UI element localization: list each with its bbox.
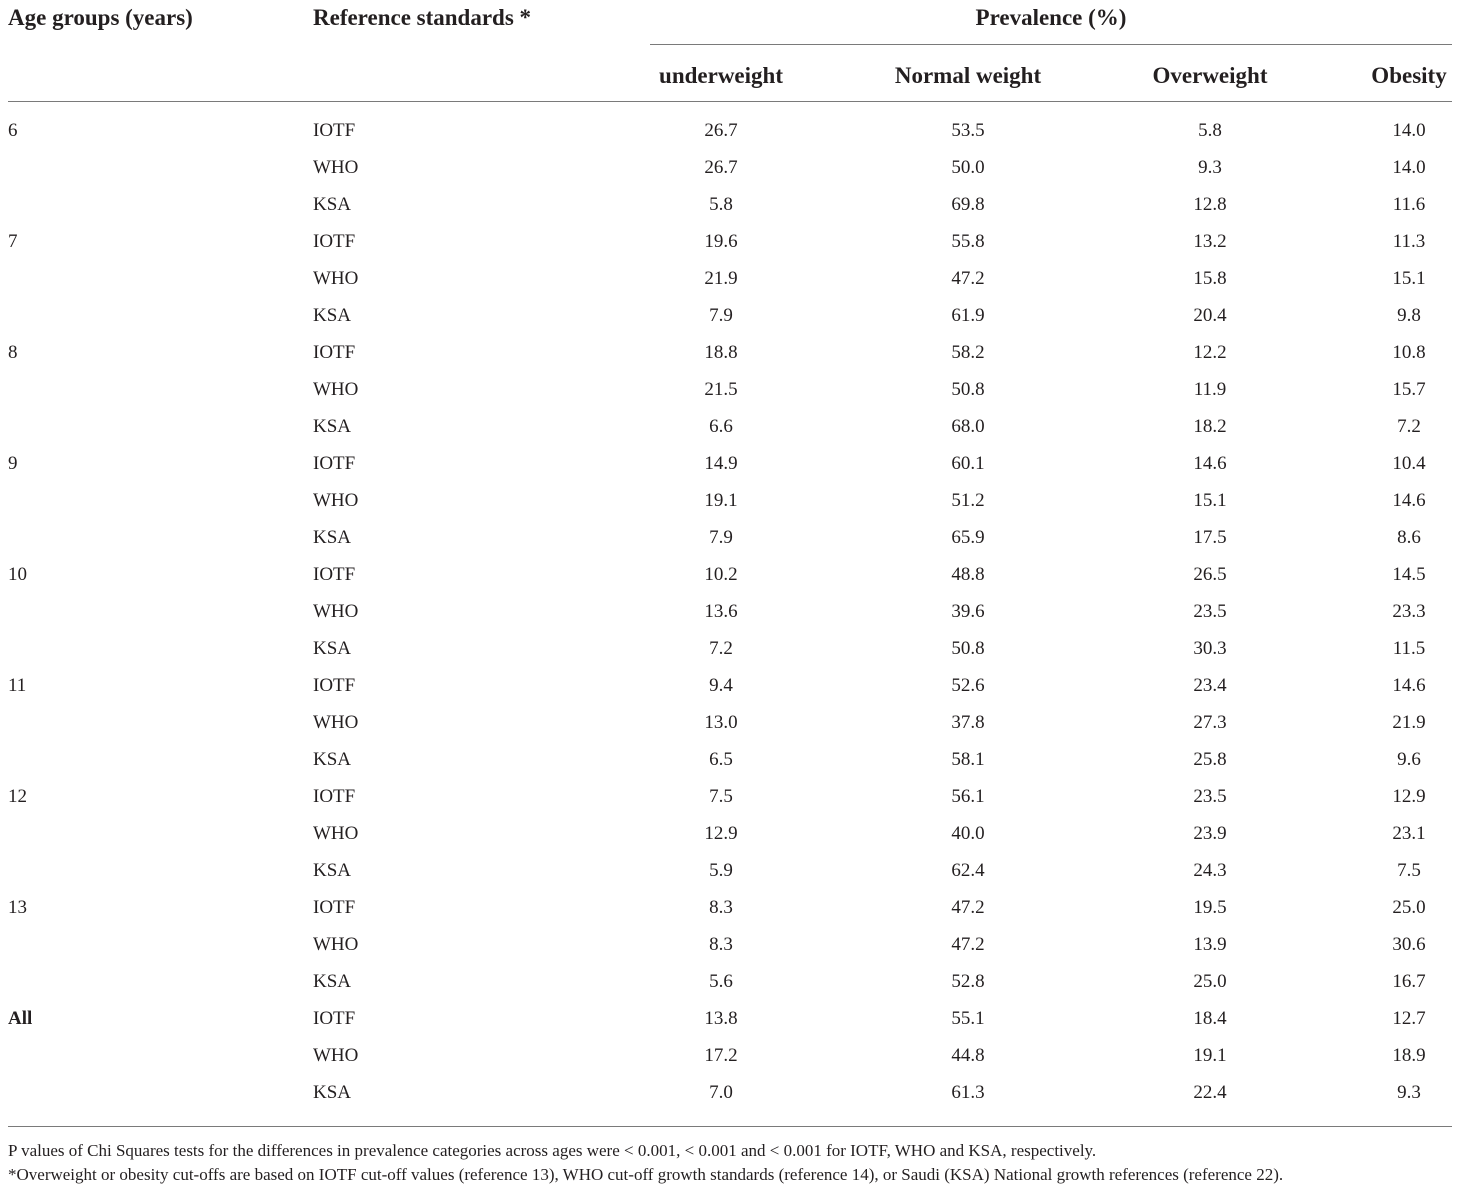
cell-overweight: 19.5 — [1193, 897, 1227, 918]
cell-obesity: 15.7 — [1392, 379, 1426, 400]
table-row — [0, 149, 1460, 186]
cell-obesity: 8.6 — [1397, 527, 1421, 548]
cell-obesity: 7.2 — [1397, 416, 1421, 437]
cell-normal-weight: 65.9 — [951, 527, 985, 548]
cell-normal-weight: 47.2 — [951, 268, 985, 289]
cell-underweight: 14.9 — [704, 453, 738, 474]
cell-reference: WHO — [313, 490, 359, 511]
footnote-reference: *Overweight or obesity cut-offs are based on IOTF cut-off values (reference 13), WHO cut-off growth standards (reference 14), or Saudi (KSA) National growth references (reference 22). — [8, 1165, 1284, 1184]
cell-reference: IOTF — [313, 453, 356, 474]
table-row — [0, 482, 1460, 519]
cell-reference: IOTF — [313, 231, 356, 252]
cell-underweight: 7.0 — [709, 1082, 733, 1103]
table-row — [0, 741, 1460, 778]
cell-age: 9 — [8, 453, 18, 474]
table-row — [0, 519, 1460, 556]
cell-overweight: 12.8 — [1193, 194, 1227, 215]
cell-reference: KSA — [313, 638, 352, 659]
cell-age: 7 — [8, 231, 18, 252]
cell-normal-weight: 37.8 — [951, 712, 985, 733]
header-overweight: Overweight — [1152, 63, 1268, 88]
cell-reference: IOTF — [313, 564, 356, 585]
cell-reference: KSA — [313, 971, 352, 992]
cell-underweight: 7.5 — [709, 786, 733, 807]
header-normal-weight: Normal weight — [894, 63, 1042, 88]
cell-underweight: 5.6 — [709, 971, 733, 992]
cell-obesity: 14.0 — [1392, 120, 1426, 141]
cell-overweight: 23.5 — [1193, 786, 1227, 807]
cell-underweight: 5.8 — [709, 194, 733, 215]
cell-underweight: 18.8 — [704, 342, 738, 363]
table-row — [0, 260, 1460, 297]
cell-overweight: 18.2 — [1193, 416, 1227, 437]
cell-reference: WHO — [313, 268, 359, 289]
cell-reference: IOTF — [313, 342, 356, 363]
table-row — [0, 852, 1460, 889]
header-age-groups: Age groups (years) — [8, 5, 193, 30]
footer-divider — [8, 1126, 1452, 1127]
cell-underweight: 9.4 — [709, 675, 733, 696]
cell-overweight: 13.9 — [1193, 934, 1227, 955]
cell-obesity: 25.0 — [1392, 897, 1426, 918]
table-row — [0, 408, 1460, 445]
cell-underweight: 17.2 — [704, 1045, 738, 1066]
cell-reference: KSA — [313, 1082, 352, 1103]
cell-overweight: 26.5 — [1193, 564, 1227, 585]
table-row — [0, 630, 1460, 667]
cell-normal-weight: 58.2 — [951, 342, 985, 363]
cell-reference: IOTF — [313, 786, 356, 807]
cell-normal-weight: 51.2 — [951, 490, 985, 511]
table-row — [0, 889, 1460, 926]
table-row — [0, 556, 1460, 593]
cell-overweight: 23.5 — [1193, 601, 1227, 622]
cell-obesity: 23.3 — [1392, 601, 1426, 622]
cell-age: 6 — [8, 120, 18, 141]
cell-reference: KSA — [313, 527, 352, 548]
cell-overweight: 22.4 — [1193, 1082, 1227, 1103]
cell-reference: KSA — [313, 305, 352, 326]
cell-age: 12 — [8, 786, 27, 807]
cell-underweight: 13.0 — [704, 712, 738, 733]
cell-reference: KSA — [313, 194, 352, 215]
cell-underweight: 8.3 — [709, 934, 733, 955]
table-row — [0, 445, 1460, 482]
cell-underweight: 7.2 — [709, 638, 733, 659]
cell-reference: KSA — [313, 416, 352, 437]
header-prevalence: Prevalence (%) — [975, 5, 1127, 30]
cell-obesity: 9.8 — [1397, 305, 1421, 326]
cell-normal-weight: 48.8 — [951, 564, 985, 585]
cell-reference: KSA — [313, 749, 352, 770]
table-row — [0, 112, 1460, 149]
table-row — [0, 334, 1460, 371]
table-row — [0, 963, 1460, 1000]
cell-normal-weight: 47.2 — [951, 934, 985, 955]
cell-normal-weight: 50.8 — [951, 638, 985, 659]
cell-normal-weight: 47.2 — [951, 897, 985, 918]
cell-obesity: 7.5 — [1397, 860, 1421, 881]
cell-obesity: 18.9 — [1392, 1045, 1426, 1066]
cell-overweight: 14.6 — [1193, 453, 1227, 474]
cell-obesity: 9.6 — [1397, 749, 1421, 770]
table-row — [0, 704, 1460, 741]
cell-overweight: 15.1 — [1193, 490, 1227, 511]
cell-age: 8 — [8, 342, 18, 363]
table-row — [0, 186, 1460, 223]
cell-obesity: 23.1 — [1392, 823, 1426, 844]
table-row — [0, 778, 1460, 815]
cell-normal-weight: 53.5 — [951, 120, 985, 141]
header-underweight: underweight — [659, 63, 783, 88]
table-row — [0, 1074, 1460, 1111]
cell-overweight: 18.4 — [1193, 1008, 1227, 1029]
cell-age: 10 — [8, 564, 27, 585]
cell-underweight: 6.6 — [709, 416, 733, 437]
cell-overweight: 9.3 — [1198, 157, 1222, 178]
cell-underweight: 21.9 — [704, 268, 738, 289]
table-row — [0, 297, 1460, 334]
cell-obesity: 10.4 — [1392, 453, 1426, 474]
cell-obesity: 16.7 — [1392, 971, 1426, 992]
cell-obesity: 14.0 — [1392, 157, 1426, 178]
cell-age: 11 — [8, 675, 27, 696]
cell-obesity: 30.6 — [1392, 934, 1426, 955]
cell-underweight: 21.5 — [704, 379, 738, 400]
cell-normal-weight: 61.9 — [951, 305, 985, 326]
cell-overweight: 25.0 — [1193, 971, 1227, 992]
cell-underweight: 5.9 — [709, 860, 733, 881]
cell-overweight: 27.3 — [1193, 712, 1227, 733]
cell-normal-weight: 52.8 — [951, 971, 985, 992]
cell-obesity: 9.3 — [1397, 1082, 1421, 1103]
cell-overweight: 23.9 — [1193, 823, 1227, 844]
table-row — [0, 815, 1460, 852]
cell-overweight: 30.3 — [1193, 638, 1227, 659]
cell-obesity: 14.6 — [1392, 490, 1426, 511]
cell-underweight: 13.6 — [704, 601, 738, 622]
cell-obesity: 11.5 — [1392, 638, 1426, 659]
cell-reference: WHO — [313, 379, 359, 400]
cell-obesity: 11.6 — [1392, 194, 1426, 215]
cell-reference: WHO — [313, 934, 359, 955]
cell-normal-weight: 56.1 — [951, 786, 985, 807]
cell-normal-weight: 50.8 — [951, 379, 985, 400]
cell-age: 13 — [8, 897, 27, 918]
cell-overweight: 17.5 — [1193, 527, 1227, 548]
cell-overweight: 11.9 — [1193, 379, 1227, 400]
cell-overweight: 25.8 — [1193, 749, 1227, 770]
cell-underweight: 19.1 — [704, 490, 738, 511]
cell-normal-weight: 60.1 — [951, 453, 985, 474]
cell-underweight: 19.6 — [704, 231, 738, 252]
cell-underweight: 6.5 — [709, 749, 733, 770]
cell-overweight: 5.8 — [1198, 120, 1222, 141]
cell-normal-weight: 55.1 — [951, 1008, 985, 1029]
cell-normal-weight: 61.3 — [951, 1082, 985, 1103]
table-row — [0, 223, 1460, 260]
cell-age: All — [8, 1008, 33, 1029]
header-divider — [8, 101, 1452, 102]
table-row — [0, 593, 1460, 630]
cell-underweight: 26.7 — [704, 157, 738, 178]
cell-reference: IOTF — [313, 120, 356, 141]
prevalence-divider — [650, 44, 1452, 45]
cell-obesity: 14.5 — [1392, 564, 1426, 585]
cell-reference: WHO — [313, 712, 359, 733]
cell-reference: KSA — [313, 860, 352, 881]
cell-obesity: 11.3 — [1392, 231, 1426, 252]
cell-reference: IOTF — [313, 675, 356, 696]
cell-reference: IOTF — [313, 1008, 356, 1029]
cell-reference: WHO — [313, 823, 359, 844]
cell-underweight: 7.9 — [709, 527, 733, 548]
table-row — [0, 1000, 1460, 1037]
header-reference-standards: Reference standards * — [313, 5, 532, 30]
cell-obesity: 21.9 — [1392, 712, 1426, 733]
cell-obesity: 15.1 — [1392, 268, 1426, 289]
cell-normal-weight: 44.8 — [951, 1045, 985, 1066]
cell-normal-weight: 69.8 — [951, 194, 985, 215]
cell-underweight: 7.9 — [709, 305, 733, 326]
cell-underweight: 26.7 — [704, 120, 738, 141]
cell-overweight: 12.2 — [1193, 342, 1227, 363]
table-row — [0, 1037, 1460, 1074]
cell-overweight: 19.1 — [1193, 1045, 1227, 1066]
cell-overweight: 24.3 — [1193, 860, 1227, 881]
footnote-p-values: P values of Chi Squares tests for the differences in prevalence categories across ages were < 0.001, < 0.001 and < 0.001 for IOTF, WHO and KSA, respectively. — [8, 1141, 1097, 1160]
cell-normal-weight: 40.0 — [951, 823, 985, 844]
cell-overweight: 23.4 — [1193, 675, 1227, 696]
table-body — [0, 112, 1460, 1111]
cell-underweight: 13.8 — [704, 1008, 738, 1029]
cell-reference: WHO — [313, 601, 359, 622]
cell-obesity: 14.6 — [1392, 675, 1426, 696]
cell-normal-weight: 55.8 — [951, 231, 985, 252]
cell-obesity: 10.8 — [1392, 342, 1426, 363]
table-row — [0, 667, 1460, 704]
cell-underweight: 12.9 — [704, 823, 738, 844]
cell-normal-weight: 58.1 — [951, 749, 985, 770]
cell-normal-weight: 62.4 — [951, 860, 985, 881]
header-obesity: Obesity — [1371, 63, 1447, 88]
cell-reference: WHO — [313, 157, 359, 178]
table-row — [0, 371, 1460, 408]
table-row — [0, 926, 1460, 963]
cell-underweight: 8.3 — [709, 897, 733, 918]
cell-overweight: 13.2 — [1193, 231, 1227, 252]
cell-normal-weight: 68.0 — [951, 416, 985, 437]
cell-overweight: 20.4 — [1193, 305, 1227, 326]
cell-underweight: 10.2 — [704, 564, 738, 585]
cell-reference: WHO — [313, 1045, 359, 1066]
cell-obesity: 12.9 — [1392, 786, 1426, 807]
cell-normal-weight: 52.6 — [951, 675, 985, 696]
cell-obesity: 12.7 — [1392, 1008, 1426, 1029]
cell-normal-weight: 50.0 — [951, 157, 985, 178]
cell-overweight: 15.8 — [1193, 268, 1227, 289]
cell-reference: IOTF — [313, 897, 356, 918]
cell-normal-weight: 39.6 — [951, 601, 985, 622]
